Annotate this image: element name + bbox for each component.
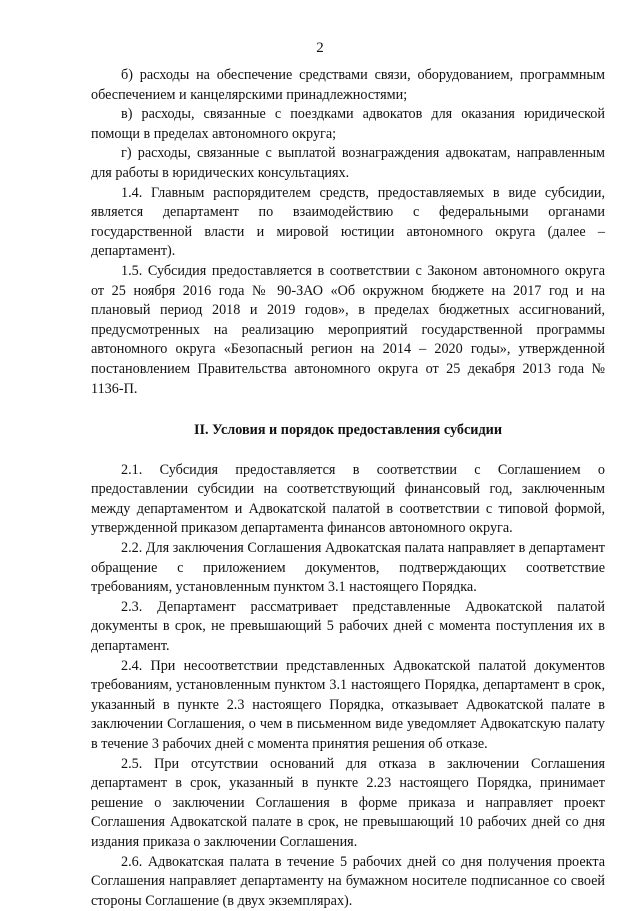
paragraph-2-6: 2.6. Адвокатская палата в течение 5 рабочих дней со дня получения проекта Соглашения направляет департаменту на бумажном носителе подписанное со своей стороны Соглашение (в двух экземплярах).: [91, 853, 605, 909]
paragraph-1g: г) расходы, связанные с выплатой вознаграждения адвокатам, направленным для работы в юридических консультациях.: [91, 145, 605, 181]
paragraph-1-4: 1.4. Главным распорядителем средств, предоставляемых в виде субсидии, является департамент по взаимодействию с федеральными органами государственной власти и мировой юстиции автономного округа (далее – департамент).: [91, 184, 605, 260]
paragraph-2-4: 2.4. При несоответствии представленных Адвокатской палатой документов требованиям, установленным пунктом 3.1 настоящего Порядка, департамент в срок, указанный в пункте 2.3 настоящего Порядка, отказывает Адвокатской палате в заключении Соглашения, о чем в письменном виде уведомляет Адвокатскую палату в течение 3 рабочих дней с момента принятия решения об отказе.: [91, 657, 605, 752]
paragraph-1v: в) расходы, связанные с поездками адвокатов для оказания юридической помощи в пределах автономного округа;: [91, 106, 605, 142]
paragraph-2-2: 2.2. Для заключения Соглашения Адвокатская палата направляет в департамент обращение с приложением документов, подтверждающих соответствие требованиям, установленным пунктом 3.1 настоящего Порядка.: [91, 540, 605, 596]
paragraph-2-3: 2.3. Департамент рассматривает представленные Адвокатской палатой документы в срок, не превышающий 5 рабочих дней с момента поступления их в департамент.: [91, 598, 605, 655]
page-number: 2: [316, 40, 324, 56]
paragraph-2-1: 2.1. Субсидия предоставляется в соответствии с Соглашением о предоставлении субсидии на соответствующий финансовый год, заключенным между департаментом и Адвокатской палатой в соответствии с типовой формой, утвержденной приказом департамента финансов автономного округа.: [91, 461, 605, 537]
paragraph-1-5: 1.5. Субсидия предоставляется в соответствии с Законом автономного округа от 25 ноября 2016 года № 90-ЗАО «Об окружном бюджете на 2017 год и на плановый период 2018 и 2019 годов», в пределах бюджетных ассигнований, предусмотренных на реализацию мероприятий государственной программы автономного округа «Безопасный регион на 2014 – 2020 годы», утвержденной постановлением Правительства автономного округа от 25 декабря 2013 года № 1136-П.: [91, 262, 605, 397]
paragraph-2-5: 2.5. При отсутствии оснований для отказа в заключении Соглашения департамент в срок, указанный в пункте 2.23 настоящего Порядка, принимает решение о заключении Соглашения в форме приказа и направляет проект Соглашения Адвокатской палате в срок, не превышающий 10 рабочих дней со дня издания приказа о заключении Соглашения.: [91, 755, 605, 850]
section-heading: II. Условия и порядок предоставления субсидии: [193, 422, 502, 439]
document-body: [91, 66, 605, 911]
paragraph-1b: б) расходы на обеспечение средствами связи, оборудованием, программным обеспечением и канцелярскими принадлежностями;: [91, 67, 605, 103]
